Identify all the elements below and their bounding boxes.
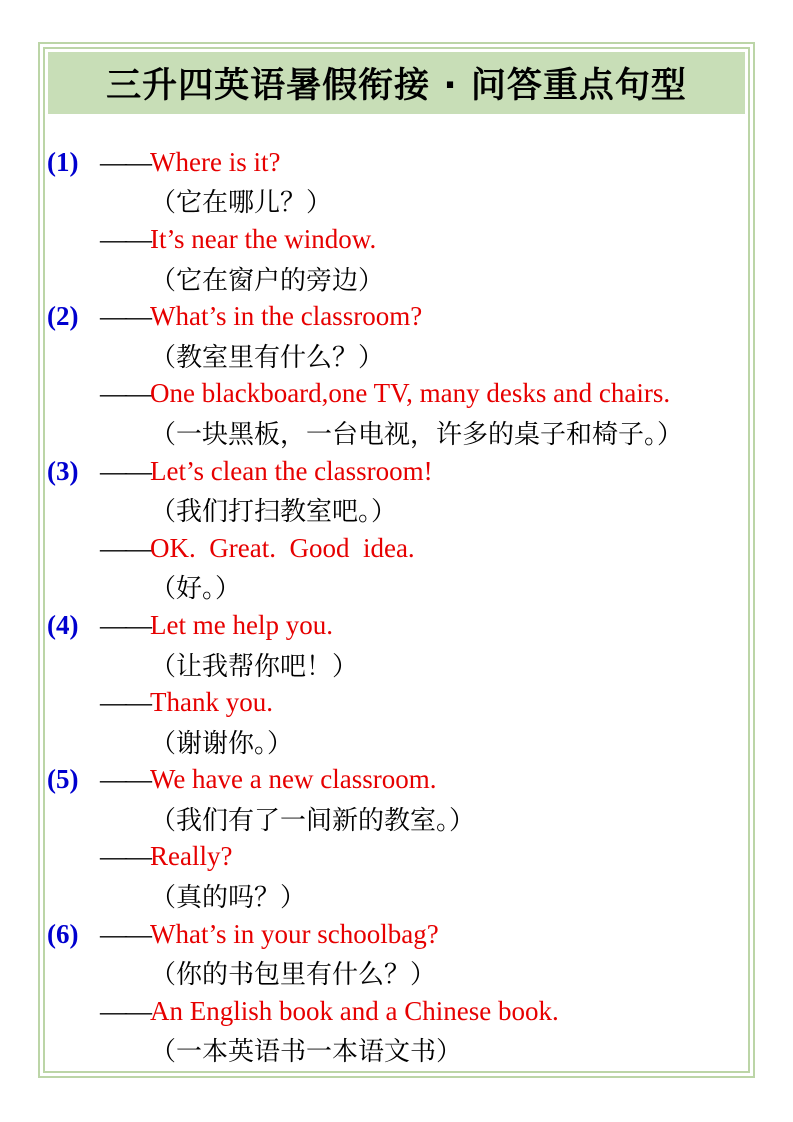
chinese-translation: （它在窗户的旁边） bbox=[150, 265, 385, 296]
question-translation-line bbox=[45, 490, 748, 529]
dash: —— bbox=[100, 532, 150, 563]
english-question: What’s in the classroom? bbox=[150, 301, 423, 332]
answer-line bbox=[45, 838, 748, 877]
dash: —— bbox=[100, 146, 150, 177]
dash: —— bbox=[100, 223, 150, 254]
title-bar bbox=[48, 52, 745, 114]
answer-line bbox=[45, 683, 748, 722]
dash: —— bbox=[100, 609, 150, 640]
question-translation-line bbox=[45, 182, 748, 221]
dash: —— bbox=[100, 918, 150, 949]
question-line bbox=[45, 761, 748, 800]
question-line bbox=[45, 297, 748, 336]
english-answer: An English book and a Chinese book. bbox=[150, 995, 559, 1026]
item-number: (3) bbox=[47, 455, 79, 486]
worksheet bbox=[38, 42, 755, 1078]
english-question: Let’s clean the classroom! bbox=[150, 455, 433, 486]
chinese-translation: （我们有了一间新的教室。） bbox=[150, 805, 476, 836]
answer-translation-line bbox=[45, 413, 748, 452]
question-translation-line bbox=[45, 799, 748, 838]
dash: —— bbox=[100, 378, 150, 409]
dash: —— bbox=[100, 455, 150, 486]
answer-translation-line bbox=[45, 722, 748, 761]
page-title: 三升四英语暑假衔接 · 问答重点句型 bbox=[106, 66, 687, 106]
chinese-translation: （你的书包里有什么？） bbox=[150, 960, 437, 991]
dash: —— bbox=[100, 687, 150, 718]
question-line bbox=[45, 606, 748, 645]
question-translation-line bbox=[45, 336, 748, 375]
chinese-translation: （它在哪儿？） bbox=[150, 188, 333, 219]
english-answer: Thank you. bbox=[150, 687, 273, 718]
dialog-list bbox=[45, 143, 748, 1069]
chinese-translation: （一块黑板，一台电视，许多的桌子和椅子。） bbox=[150, 419, 684, 450]
question-line bbox=[45, 452, 748, 491]
english-answer: OK. Great. Good idea. bbox=[150, 532, 415, 563]
english-question: Let me help you. bbox=[150, 609, 333, 640]
english-answer: One blackboard,one TV, many desks and chairs. bbox=[150, 378, 671, 409]
dash: —— bbox=[100, 995, 150, 1026]
item-number: (4) bbox=[47, 609, 79, 640]
dash: —— bbox=[100, 841, 150, 872]
answer-translation-line bbox=[45, 876, 748, 915]
english-question: What’s in your schoolbag? bbox=[150, 918, 439, 949]
chinese-translation: （一本英语书一本语文书） bbox=[150, 1037, 463, 1068]
dash: —— bbox=[100, 301, 150, 332]
chinese-translation: （教室里有什么？） bbox=[150, 342, 385, 373]
chinese-translation: （谢谢你。） bbox=[150, 728, 294, 759]
dash: —— bbox=[100, 764, 150, 795]
chinese-translation: （让我帮你吧！） bbox=[150, 651, 359, 682]
answer-translation-line bbox=[45, 259, 748, 298]
answer-translation-line bbox=[45, 568, 748, 607]
english-question: Where is it? bbox=[150, 146, 281, 177]
answer-line bbox=[45, 992, 748, 1031]
answer-translation-line bbox=[45, 1031, 748, 1070]
answer-line bbox=[45, 375, 748, 414]
question-line bbox=[45, 143, 748, 182]
chinese-translation: （真的吗？） bbox=[150, 883, 307, 914]
question-line bbox=[45, 915, 748, 954]
item-number: (6) bbox=[47, 918, 79, 949]
chinese-translation: （我们打扫教室吧。） bbox=[150, 497, 398, 528]
item-number: (1) bbox=[47, 146, 79, 177]
english-answer: Really? bbox=[150, 841, 233, 872]
question-translation-line bbox=[45, 953, 748, 992]
answer-line bbox=[45, 220, 748, 259]
item-number: (5) bbox=[47, 764, 79, 795]
english-question: We have a new classroom. bbox=[150, 764, 437, 795]
chinese-translation: （好。） bbox=[150, 574, 242, 605]
answer-line bbox=[45, 529, 748, 568]
item-number: (2) bbox=[47, 301, 79, 332]
question-translation-line bbox=[45, 645, 748, 684]
english-answer: It’s near the window. bbox=[150, 223, 377, 254]
